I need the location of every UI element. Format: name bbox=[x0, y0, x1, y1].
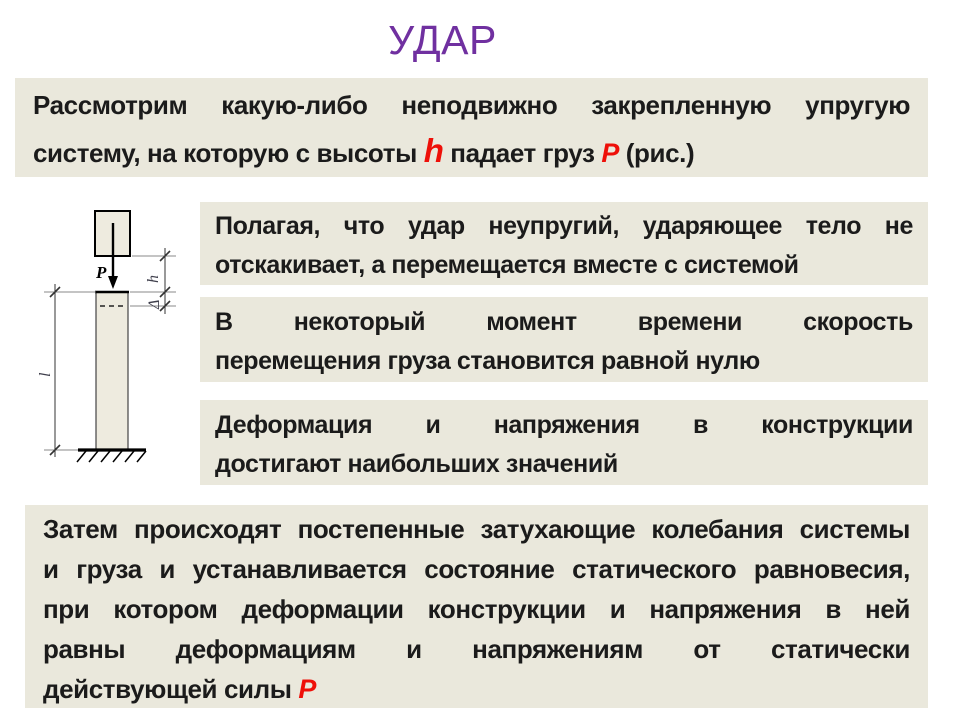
length-label: l bbox=[37, 372, 54, 377]
text-line: равны деформациям и напряжениям от статически bbox=[43, 634, 910, 664]
text-line: систему, на которую с высоты h падает груз P (рис.) bbox=[33, 132, 695, 169]
text-line: и груза и устанавливается состояние статического равновесия, bbox=[43, 554, 910, 584]
text-box-moment bbox=[200, 297, 928, 382]
text-box-assume bbox=[200, 202, 928, 285]
load-label: P bbox=[96, 263, 107, 282]
height-label: h bbox=[145, 275, 162, 283]
delta-label: Δ bbox=[146, 299, 163, 309]
text-box-final bbox=[25, 505, 928, 708]
text-line: В некоторый момент времени скорость bbox=[215, 308, 913, 336]
impact-diagram bbox=[20, 193, 190, 485]
text-line: Полагая, что удар неупругий, ударяющее тело не bbox=[215, 212, 913, 240]
ground-hatch bbox=[77, 450, 146, 462]
text-line: действующей силы P bbox=[43, 674, 316, 704]
text-box-deform bbox=[200, 400, 928, 485]
dim-line-length bbox=[44, 284, 96, 457]
text-line: Рассмотрим какую-либо неподвижно закрепленную упругую bbox=[33, 90, 910, 120]
text-line: Деформация и напряжения в конструкции bbox=[215, 411, 913, 439]
text-line: отскакивает, а перемещается вместе с системой bbox=[215, 251, 799, 279]
text-line: перемещения груза становится равной нулю bbox=[215, 347, 760, 375]
text-box-intro bbox=[15, 78, 928, 177]
page-title: УДАР bbox=[388, 17, 497, 63]
text-line: достигают наибольших значений bbox=[215, 450, 618, 478]
column bbox=[96, 292, 128, 450]
text-line: Затем происходят постепенные затухающие колебания системы bbox=[43, 514, 910, 544]
text-line: при котором деформации конструкции и напряжения в ней bbox=[43, 594, 910, 624]
